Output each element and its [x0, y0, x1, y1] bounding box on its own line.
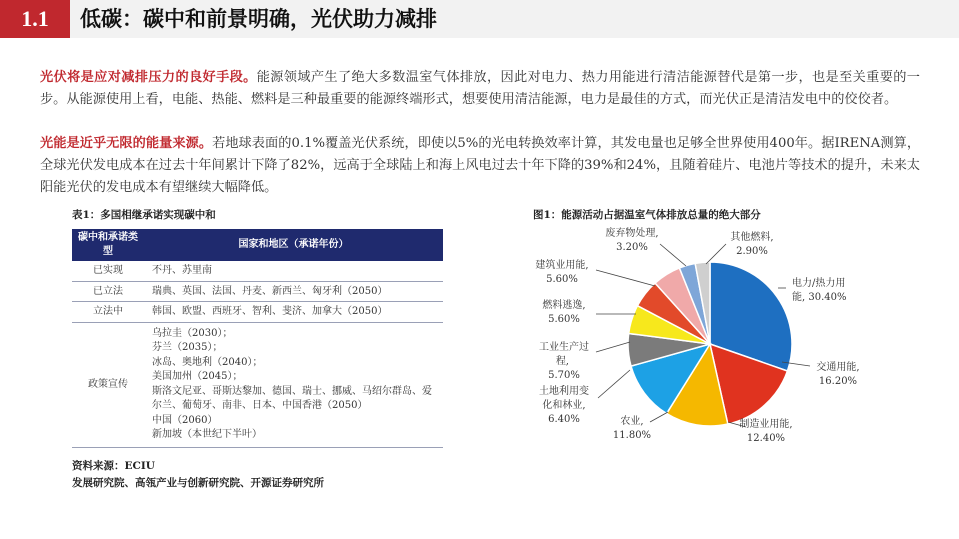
table-cell-type: 政策宣传	[72, 322, 144, 447]
slice-label: 废弃物处理, 3.20%	[605, 228, 659, 253]
source-line-1: 资料来源：ECIU	[72, 460, 155, 472]
section-number: 1.1	[0, 0, 70, 38]
pie-chart	[520, 222, 920, 462]
slice-label: 电力/热力用能, 30.40%	[792, 278, 847, 303]
table-cell-type: 已实现	[72, 261, 144, 281]
leader-line	[650, 412, 668, 422]
table-header-countries: 国家和地区（承诺年份）	[144, 229, 443, 261]
slice-label: 建筑业用能, 5.60%	[535, 260, 589, 285]
slice-label: 其他燃料, 2.90%	[730, 232, 774, 257]
table-cell-countries: 瑞典、英国、法国、丹麦、新西兰、匈牙利（2050）	[144, 281, 443, 302]
table-caption: 表1：多国相继承诺实现碳中和	[72, 209, 216, 221]
paragraph-2-lead: 光能是近乎无限的能量来源。	[40, 136, 213, 151]
paragraph-1-body: 能源领域产生了绝大多数温室气体排放，因此对电力、热力用能进行清洁能源替代是第一步，也是至关重要的一步。从能源使用上看，电能、热能、燃料是三种最重要的能源终端形式，想要使用清洁能源，电力是最佳的方式，而光伏正是清洁发电中的佼佼者。	[40, 70, 920, 107]
leader-line	[660, 244, 686, 266]
table-row	[72, 281, 443, 302]
slice-label: 交通用能, 16.20%	[816, 362, 860, 387]
table-row	[72, 302, 443, 323]
title-box	[70, 0, 959, 38]
paragraph-2-body: 若地球表面的0.1%覆盖光伏系统，即使以5%的光电转换效率计算，其发电量也足够全世界使用400年。据IRENA测算，全球光伏发电成本在过去十年间累计下降了82%，远高于全球陆上和海上风电过去十年下降的39%和24%，且随着硅片、电池片等技术的提升，未来太阳能光伏的发电成本有望继续大幅降低。	[40, 136, 921, 195]
leader-line	[596, 270, 655, 286]
leader-line	[598, 370, 630, 398]
page-title: 低碳：碳中和前景明确，光伏助力减排	[80, 7, 437, 31]
table-cell-type: 已立法	[72, 281, 144, 302]
header-bar	[0, 0, 959, 38]
source-line-2: 发展研究院、高瓴产业与创新研究院、开源证券研究所	[72, 477, 324, 489]
slice-label: 制造业用能, 12.40%	[739, 419, 793, 444]
slice-label: 土地利用变化和林业, 6.40%	[539, 386, 589, 425]
table-row	[72, 261, 443, 281]
table-cell-countries: 乌拉圭（2030）； 芬兰（2035）； 冰岛、奥地利（2040）； 美国加州（2045）； 斯洛文尼亚、哥斯达黎加、德国、瑞士、挪威、马绍尔群岛、爱尔兰、葡萄牙、南非、日本、中国香港（2050） 中国（2060） 新加坡（本世纪下半叶）	[144, 322, 443, 447]
slice-label: 工业生产过程, 5.70%	[539, 342, 589, 381]
table-header-type: 碳中和承诺类型	[72, 229, 144, 261]
slice-label: 燃料逃逸, 5.60%	[542, 300, 586, 325]
paragraph-1	[40, 67, 920, 111]
leader-line	[596, 342, 630, 352]
commitment-table	[72, 229, 443, 448]
table-header-row	[72, 229, 443, 261]
slice-label: 农业, 11.80%	[612, 416, 652, 441]
table-cell-type: 立法中	[72, 302, 144, 323]
table-cell-countries: 不丹、苏里南	[144, 261, 443, 281]
paragraph-2	[40, 133, 920, 199]
table-cell-countries: 韩国、欧盟、西班牙、智利、斐济、加拿大（2050）	[144, 302, 443, 323]
chart-title: 图1：能源活动占据温室气体排放总量的绝大部分	[533, 209, 761, 221]
leader-line	[706, 244, 726, 264]
paragraph-1-lead: 光伏将是应对减排压力的良好手段。	[40, 70, 257, 85]
source-note	[72, 458, 324, 492]
table-row	[72, 322, 443, 447]
